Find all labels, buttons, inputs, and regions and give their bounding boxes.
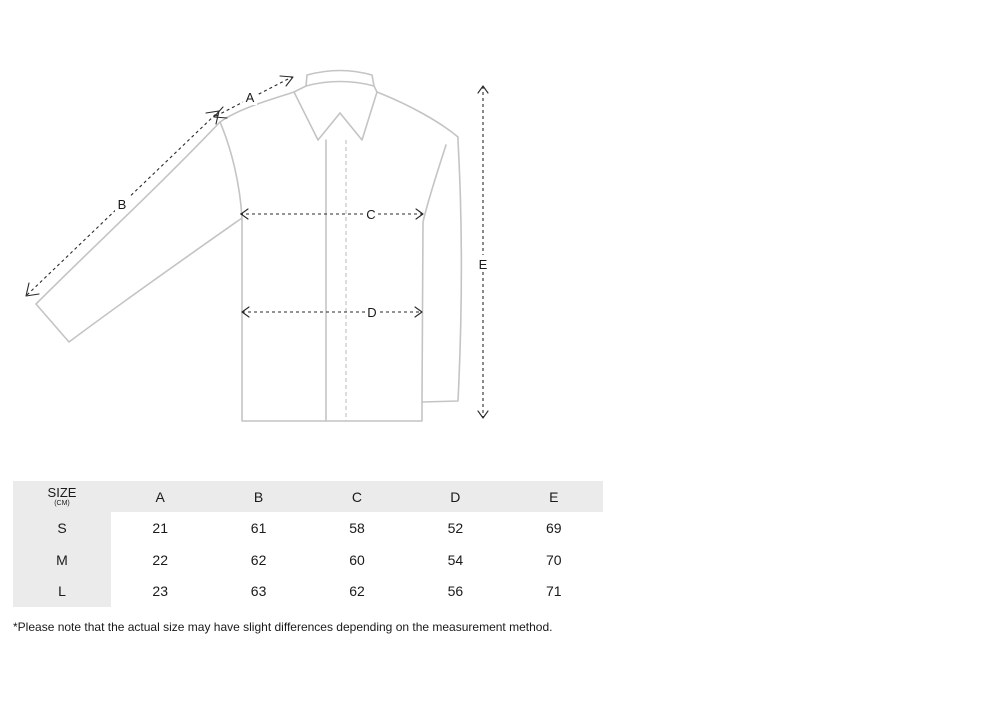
size-column-header <box>13 481 111 512</box>
column-header-d: D <box>450 488 461 505</box>
measure-d-label: D <box>367 305 377 320</box>
measure-a-arrow-start <box>214 107 227 118</box>
collar-stand <box>306 71 374 87</box>
column-header-c: C <box>351 488 363 505</box>
table-row <box>13 544 603 576</box>
collar-left <box>294 86 340 140</box>
value-cell: 54 <box>447 551 464 568</box>
value-cell: 70 <box>545 551 562 568</box>
value-cell: 21 <box>152 519 168 536</box>
measure-b <box>26 111 219 296</box>
measure-c-label: C <box>366 207 376 222</box>
shirt-body <box>220 92 461 421</box>
table-row <box>13 575 603 607</box>
measure-b-label: B <box>117 197 127 212</box>
size-table-header-row <box>13 481 603 512</box>
value-cell: 60 <box>349 551 365 568</box>
right-sleeve-seam <box>422 145 446 402</box>
measurement-disclaimer: *Please note that the actual size may have slight differences depending on the measurement method. <box>13 620 553 634</box>
value-cell: 56 <box>447 583 464 600</box>
size-chart-table <box>13 481 603 607</box>
table-row <box>13 512 603 544</box>
value-cell: 62 <box>250 551 267 568</box>
value-cell: 69 <box>545 519 562 536</box>
value-cell: 71 <box>545 583 562 600</box>
left-sleeve <box>36 122 242 342</box>
size-cell: L <box>13 575 111 607</box>
measure-d <box>242 303 422 320</box>
size-unit-label: (CM) <box>54 499 70 507</box>
column-header-b: B <box>253 488 264 505</box>
measure-e-label: E <box>478 257 488 272</box>
value-cell: 63 <box>250 583 267 600</box>
shirt-outline <box>36 71 461 422</box>
size-cell: M <box>13 544 111 576</box>
value-cell: 22 <box>152 551 168 568</box>
collar-right <box>340 86 377 140</box>
size-header-label: SIZE <box>47 484 77 500</box>
measure-c <box>240 205 424 222</box>
size-cell: S <box>13 512 111 544</box>
value-cell: 62 <box>349 583 365 600</box>
value-cell: 58 <box>349 519 365 536</box>
column-header-e: E <box>549 488 559 505</box>
value-cell: 23 <box>152 583 168 600</box>
value-cell: 52 <box>447 519 464 536</box>
measure-e <box>476 86 490 418</box>
column-header-a: A <box>155 488 165 505</box>
value-cell: 61 <box>250 519 267 536</box>
measure-a-label: A <box>245 90 255 105</box>
